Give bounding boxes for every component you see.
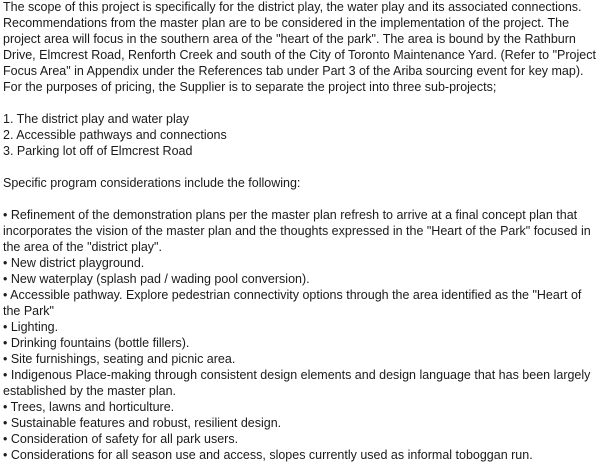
consideration-line: • New waterplay (splash pad / wading pool conversion).: [3, 272, 310, 286]
consideration-line: the Park": [3, 304, 54, 318]
consideration-line: established by the master plan.: [3, 384, 177, 398]
consideration-line: • Lighting.: [3, 320, 59, 334]
considerations-list: [3, 207, 609, 463]
paragraph-gap: [3, 191, 609, 207]
consideration-line: • Indigenous Place-making through consistent design elements and design language that has been largely: [3, 368, 591, 382]
consideration-line: incorporates the vision of the master plan and the thoughts expressed in the "Heart of the Park" focused in: [3, 224, 591, 238]
intro-line: For the purposes of pricing, the Supplier is to separate the project into three sub-projects;: [3, 80, 497, 94]
paragraph-gap: [3, 159, 609, 175]
subproject-list: [3, 111, 609, 159]
intro-line: The scope of this project is specifically for the district play, the water play and its associated connections.: [3, 0, 582, 14]
document-body: [3, 0, 609, 463]
consideration-line: • Accessible pathway. Explore pedestrian connectivity options through the area identified as the "Heart of: [3, 288, 582, 302]
subproject-item: 1. The district play and water play: [3, 112, 189, 126]
consideration-line: • Refinement of the demonstration plans per the master plan refresh to arrive at a final concept plan that: [3, 208, 578, 222]
consideration-line: • New district playground.: [3, 256, 145, 270]
subproject-item: 3. Parking lot off of Elmcrest Road: [3, 144, 193, 158]
intro-line: Recommendations from the master plan are to be considered in the implementation of the project. The: [3, 16, 570, 30]
considerations-heading: Specific program considerations include the following:: [3, 176, 301, 190]
paragraph-gap: [3, 95, 609, 111]
consideration-line: • Sustainable features and robust, resilient design.: [3, 416, 282, 430]
intro-paragraph: [3, 0, 609, 95]
intro-line: Drive, Elmcrest Road, Renforth Creek and south of the City of Toronto Maintenance Yard. (Refer to "Project: [3, 48, 596, 62]
intro-line: Focus Area" in Appendix under the References tab under Part 3 of the Ariba sourcing event for key map).: [3, 64, 584, 78]
consideration-line: • Site furnishings, seating and picnic area.: [3, 352, 236, 366]
subproject-item: 2. Accessible pathways and connections: [3, 128, 227, 142]
consideration-line: the area of the "district play".: [3, 240, 162, 254]
consideration-line: • Considerations for all season use and access, slopes currently used as informal toboggan run.: [3, 448, 533, 462]
consideration-line: • Trees, lawns and horticulture.: [3, 400, 175, 414]
consideration-line: • Drinking fountains (bottle fillers).: [3, 336, 190, 350]
consideration-line: • Consideration of safety for all park users.: [3, 432, 239, 446]
intro-line: project area will focus in the southern area of the "heart of the park". The area is bound by the Rathburn: [3, 32, 576, 46]
